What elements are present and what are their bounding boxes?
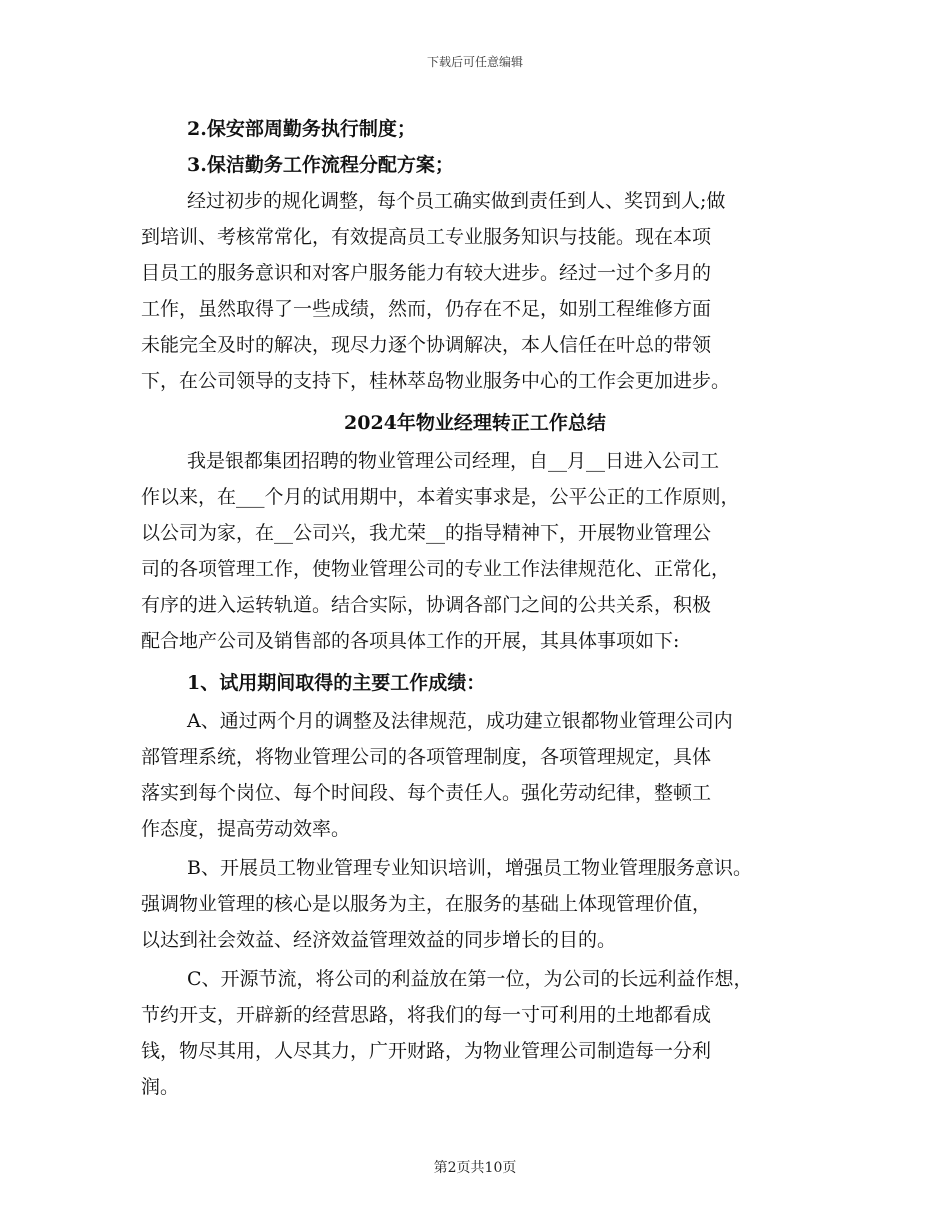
text-line: 节约开支，开辟新的经营思路，将我们的每一寸可利用的土地都看成 xyxy=(141,1004,712,1026)
text-line: 以公司为家，在__公司兴，我尤荣__的指导精神下，开展物业管理公 xyxy=(141,522,712,544)
section-title: 2024年物业经理转正工作总结 xyxy=(344,412,606,434)
page-footer: 第2页共10页 xyxy=(433,1160,517,1176)
text-line: A、通过两个月的调整及法律规范，成功建立银都物业管理公司内 xyxy=(187,710,733,732)
text-line: 落实到每个岗位、每个时间段、每个责任人。强化劳动纪律，整顿工 xyxy=(141,782,712,804)
text-line: 到培训、考核常常化，有效提高员工专业服务知识与技能。现在本项 xyxy=(141,226,712,248)
text-line: 钱，物尽其用，人尽其力，广开财路，为物业管理公司制造每一分利 xyxy=(141,1040,712,1062)
text-line: 目员工的服务意识和对客户服务能力有较大进步。经过一过个多月的 xyxy=(141,262,712,284)
text-line: 作态度，提高劳动效率。 xyxy=(141,818,351,840)
text-line: 强调物业管理的核心是以服务为主，在服务的基础上体现管理价值， xyxy=(141,893,712,915)
text-line: 以达到社会效益、经济效益管理效益的同步增长的目的。 xyxy=(141,929,617,951)
text-line: 工作，虽然取得了一些成绩，然而，仍存在不足，如别工程维修方面 xyxy=(141,298,712,320)
subheading-achievements: 1、试用期间取得的主要工作成绩： xyxy=(187,672,486,694)
text-line: C、开源节流，将公司的利益放在第一位，为公司的长远利益作想， xyxy=(187,968,753,990)
text-line: 有序的进入运转轨道。结合实际，协调各部门之间的公共关系，积极 xyxy=(141,594,712,616)
text-line: B、开展员工物业管理专业知识培训，增强员工物业管理服务意识。 xyxy=(187,857,752,879)
text-line: 我是银都集团招聘的物业管理公司经理，自__月__日进入公司工 xyxy=(187,450,720,472)
text-line: 下，在公司领导的支持下，桂林萃岛物业服务中心的工作会更加进步。 xyxy=(141,370,731,392)
text-line: 未能完全及时的解决，现尽力逐个协调解决，本人信任在叶总的带领 xyxy=(141,334,712,356)
text-line: 司的各项管理工作，使物业管理公司的专业工作法律规范化、正常化， xyxy=(141,558,731,580)
text-line: 经过初步的规化调整，每个员工确实做到责任到人、奖罚到人;做 xyxy=(187,190,726,212)
text-line: 配合地产公司及销售部的各项具体工作的开展，其具体事项如下: xyxy=(141,630,680,652)
text-line: 润。 xyxy=(141,1076,180,1098)
text-line: 作以来，在___个月的试用期中，本着实事求是，公平公正的工作原则， xyxy=(141,486,740,508)
text-line: 部管理系统，将物业管理公司的各项管理制度，各项管理规定，具体 xyxy=(141,746,712,768)
list-item-security: 2.保安部周勤务执行制度； xyxy=(187,118,416,140)
page-header: 下载后可任意编辑 xyxy=(426,55,523,69)
list-item-cleaning: 3.保洁勤务工作流程分配方案； xyxy=(187,154,454,176)
